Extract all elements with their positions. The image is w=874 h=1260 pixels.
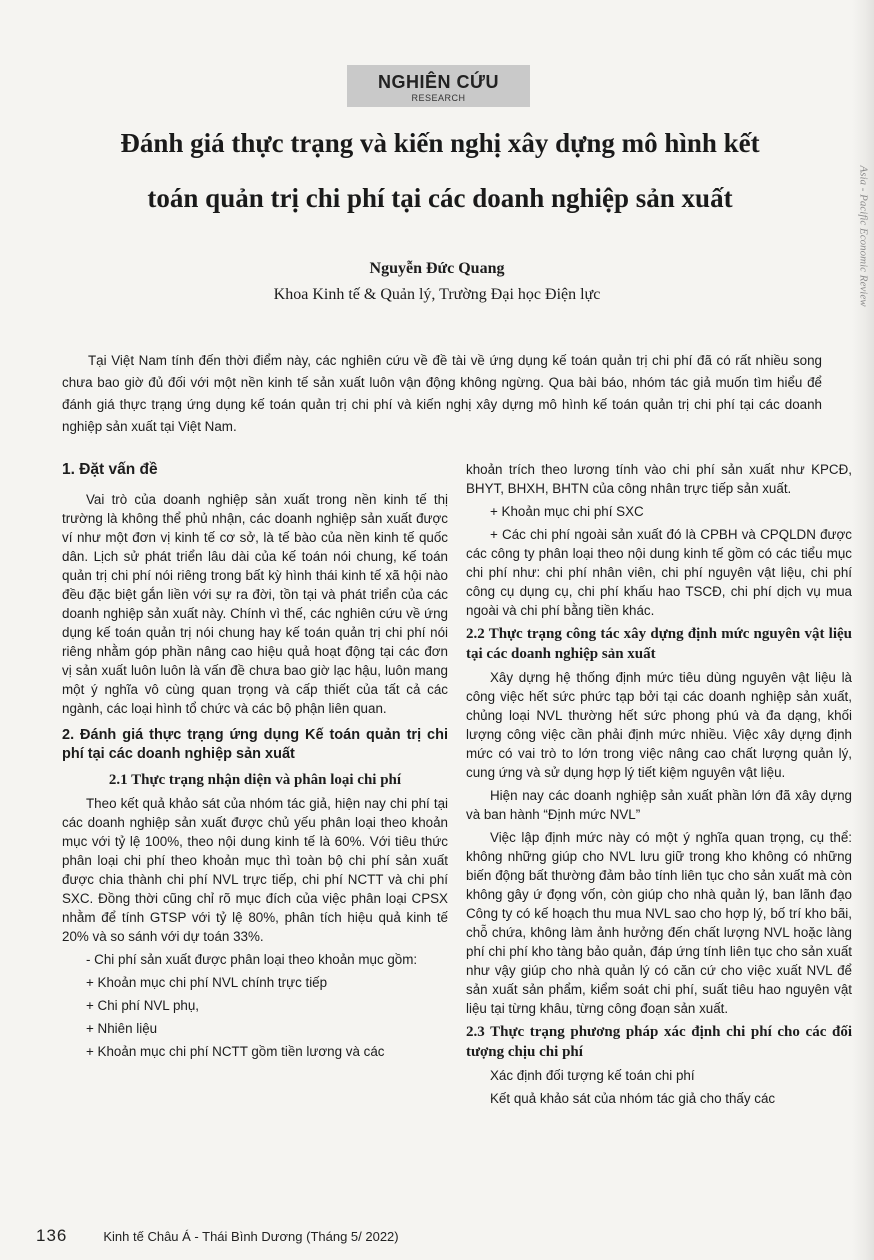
- section-tab-label: NGHIÊN CỨU: [378, 72, 499, 92]
- list-item: + Các chi phí ngoài sản xuất đó là CPBH và CPQLDN được các công ty phân loại theo nội dung kinh tế gồm có các tiểu mục chi phí như: chi phí nhân viên, chi phí nguyên vật liệu, chi phí công cụ dụng cụ, chi phí khấu hao TSCĐ, chi phí dịch vụ mua ngoài và chi phí bằng tiền khác.: [466, 527, 852, 618]
- paragraph: Kết quả khảo sát của nhóm tác giả cho thấy các: [490, 1091, 776, 1106]
- list-item: + Khoản mục chi phí SXC: [490, 504, 644, 519]
- paragraph: Theo kết quả khảo sát của nhóm tác giả, hiện nay chi phí tại các doanh nghiệp sản xuất được chủ yếu phân loại theo khoản mục với tỷ lệ 100%, theo nội dung kinh tế là 60%. Với tiêu thức phân loại chi phí theo khoản mục thì toàn bộ chi phí sản xuất được chia thành chi phí NVL trực tiếp, chi phí NCTT và chi phí SXC. Đồng thời cũng chỉ rõ mục đích của việc phân loại CPSX nhằm để tính GTSP với tỷ lệ 80%, phân tích hiệu quả kinh tế 20% và so sánh với dự toán 33%.: [62, 796, 448, 944]
- article-title-line-2: toán quản trị chi phí tại các doanh nghiệp sản xuất: [147, 183, 733, 213]
- section-tab: [347, 65, 530, 107]
- paragraph: Hiện nay các doanh nghiệp sản xuất phần lớn đã xây dựng và ban hành “Định mức NVL”: [466, 788, 852, 822]
- paragraph: Việc lập định mức này có một ý nghĩa quan trọng, cụ thể: không những giúp cho NVL lưu giữ trong kho không có những biến động bất thường đảm bảo tính liên tục cho sản xuất mà còn không gây ứ đọng vốn, còn giúp cho nhà quản lý, ban lãnh đạo Công ty có kế hoạch thu mua NVL sao cho hợp lý, bố trí kho bãi, chỗ chứa, không làm ảnh hưởng đến chất lượng NVL hoặc làng phí chi phí kho tàng bảo quản, đáp ứng tính liên tục cho sản xuất như vậy giúp cho nhà quản lý có căn cứ cho việc xuất NVL để sản xuất sản phẩm, kiểm soát chi phí, suất tiêu hao nguyên vật liệu tại từng khâu, từng công đoạn sản xuất.: [466, 830, 852, 1016]
- author-affiliation: Khoa Kinh tế & Quản lý, Trường Đại học Điện lực: [273, 286, 601, 303]
- footer-issue: (Tháng 5/ 2022): [306, 1229, 399, 1244]
- left-column: [62, 460, 448, 1065]
- heading-2-3: 2.3 Thực trạng phương pháp xác định chi phí cho các đối tượng chịu chi phí: [466, 1024, 852, 1060]
- paragraph: - Chi phí sản xuất được phân loại theo khoản mục gồm:: [86, 952, 418, 967]
- author-name: Nguyễn Đức Quang: [369, 260, 505, 277]
- heading-2-1: 2.1 Thực trạng nhận diện và phân loại chi phí: [108, 772, 402, 788]
- paragraph: khoản trích theo lương tính vào chi phí sản xuất như KPCĐ, BHYT, BHXH, BHTN của công nhân trực tiếp sản xuất.: [466, 462, 852, 496]
- list-item: + Khoản mục chi phí NCTT gồm tiền lương và các: [86, 1044, 385, 1059]
- paragraph: Xác định đối tượng kế toán chi phí: [490, 1068, 695, 1083]
- list-item: + Nhiên liệu: [86, 1021, 158, 1036]
- heading-1: 1. Đặt vấn đề: [62, 461, 158, 478]
- list-item: + Chi phí NVL phụ,: [86, 998, 200, 1013]
- article-title-line-1: Đánh giá thực trạng và kiến nghị xây dựng mô hình kết: [120, 128, 760, 158]
- abstract: Tại Việt Nam tính đến thời điểm này, các nghiên cứu về đề tài về ứng dụng kế toán quản trị chi phí đã có rất nhiều song chưa bao giờ đủ đối với một nền kinh tế sản xuất luôn vận động không ngừng. Qua bài báo, nhóm tác giả muốn tìm hiểu để đánh giá thực trạng ứng dụng kế toán quản trị chi phí và kiến nghị xây dựng mô hình kế toán quản trị chi phí tại các doanh nghiệp sản xuất tại Việt Nam.: [62, 353, 822, 434]
- list-item: + Khoản mục chi phí NVL chính trực tiếp: [86, 975, 328, 990]
- section-tab-sublabel: RESEARCH: [411, 93, 466, 103]
- paragraph: Vai trò của doanh nghiệp sản xuất trong nền kinh tế thị trường là không thể phủ nhận, các doanh nghiệp sản xuất được ví như một đơn vị kinh tế cơ sở, là tế bào của nền kinh tế quốc dân. Lịch sử phát triển lâu dài của kế toán nói chung, kế toán quản trị chi phí nói riêng trong bất kỳ hình thái kinh tế xã hội nào đều đặc biệt gắn liền với sự ra đời, tồn tại và phát triển của các doanh nghiệp sản xuất này. Chính vì thế, các nghiên cứu về ứng dụng kế toán quản trị nói chung hay kế toán quản trị chi phí nói riêng nhằm góp phần nâng cao hiệu quả hoạt động tại các đơn vị sản xuất luôn luôn là vấn đề chưa bao giờ lạc hậu, luôn mang một ý nghĩa vô cùng quan trọng và cấp thiết của tất cả các ngành, các loại hình tổ chức và các bộ phận liên quan.: [62, 492, 448, 716]
- page-footer: [36, 1226, 399, 1246]
- heading-2-2: 2.2 Thực trạng công tác xây dựng định mức nguyên vật liệu tại các doanh nghiệp sản xuất: [466, 626, 852, 662]
- article-title: [40, 116, 840, 226]
- page-number: 136: [36, 1226, 68, 1245]
- footer-journal-name: Kinh tế Châu Á - Thái Bình Dương: [103, 1229, 303, 1244]
- heading-2: 2. Đánh giá thực trạng ứng dụng Kế toán quản trị chi phí tại các doanh nghiệp sản xuất: [62, 727, 448, 762]
- footer-journal: [103, 1229, 398, 1244]
- right-column: [466, 460, 852, 1112]
- side-journal-label: Asia - Pacific Economic Review: [857, 165, 870, 307]
- paragraph: Xây dựng hệ thống định mức tiêu dùng nguyên vật liệu là công việc hết sức phức tạp bởi tại các doanh nghiệp sản xuất, chủng loại NVL thường hết sức phong phú và đa dạng, khối lượng công việc cần phải định mức nhiều. Việc xây dựng định mức có vai trò to lớn trong việc nâng cao chất lượng quản lý, cung ứng và sử dụng hợp lý tiết kiệm nguyên vật liệu.: [466, 670, 852, 780]
